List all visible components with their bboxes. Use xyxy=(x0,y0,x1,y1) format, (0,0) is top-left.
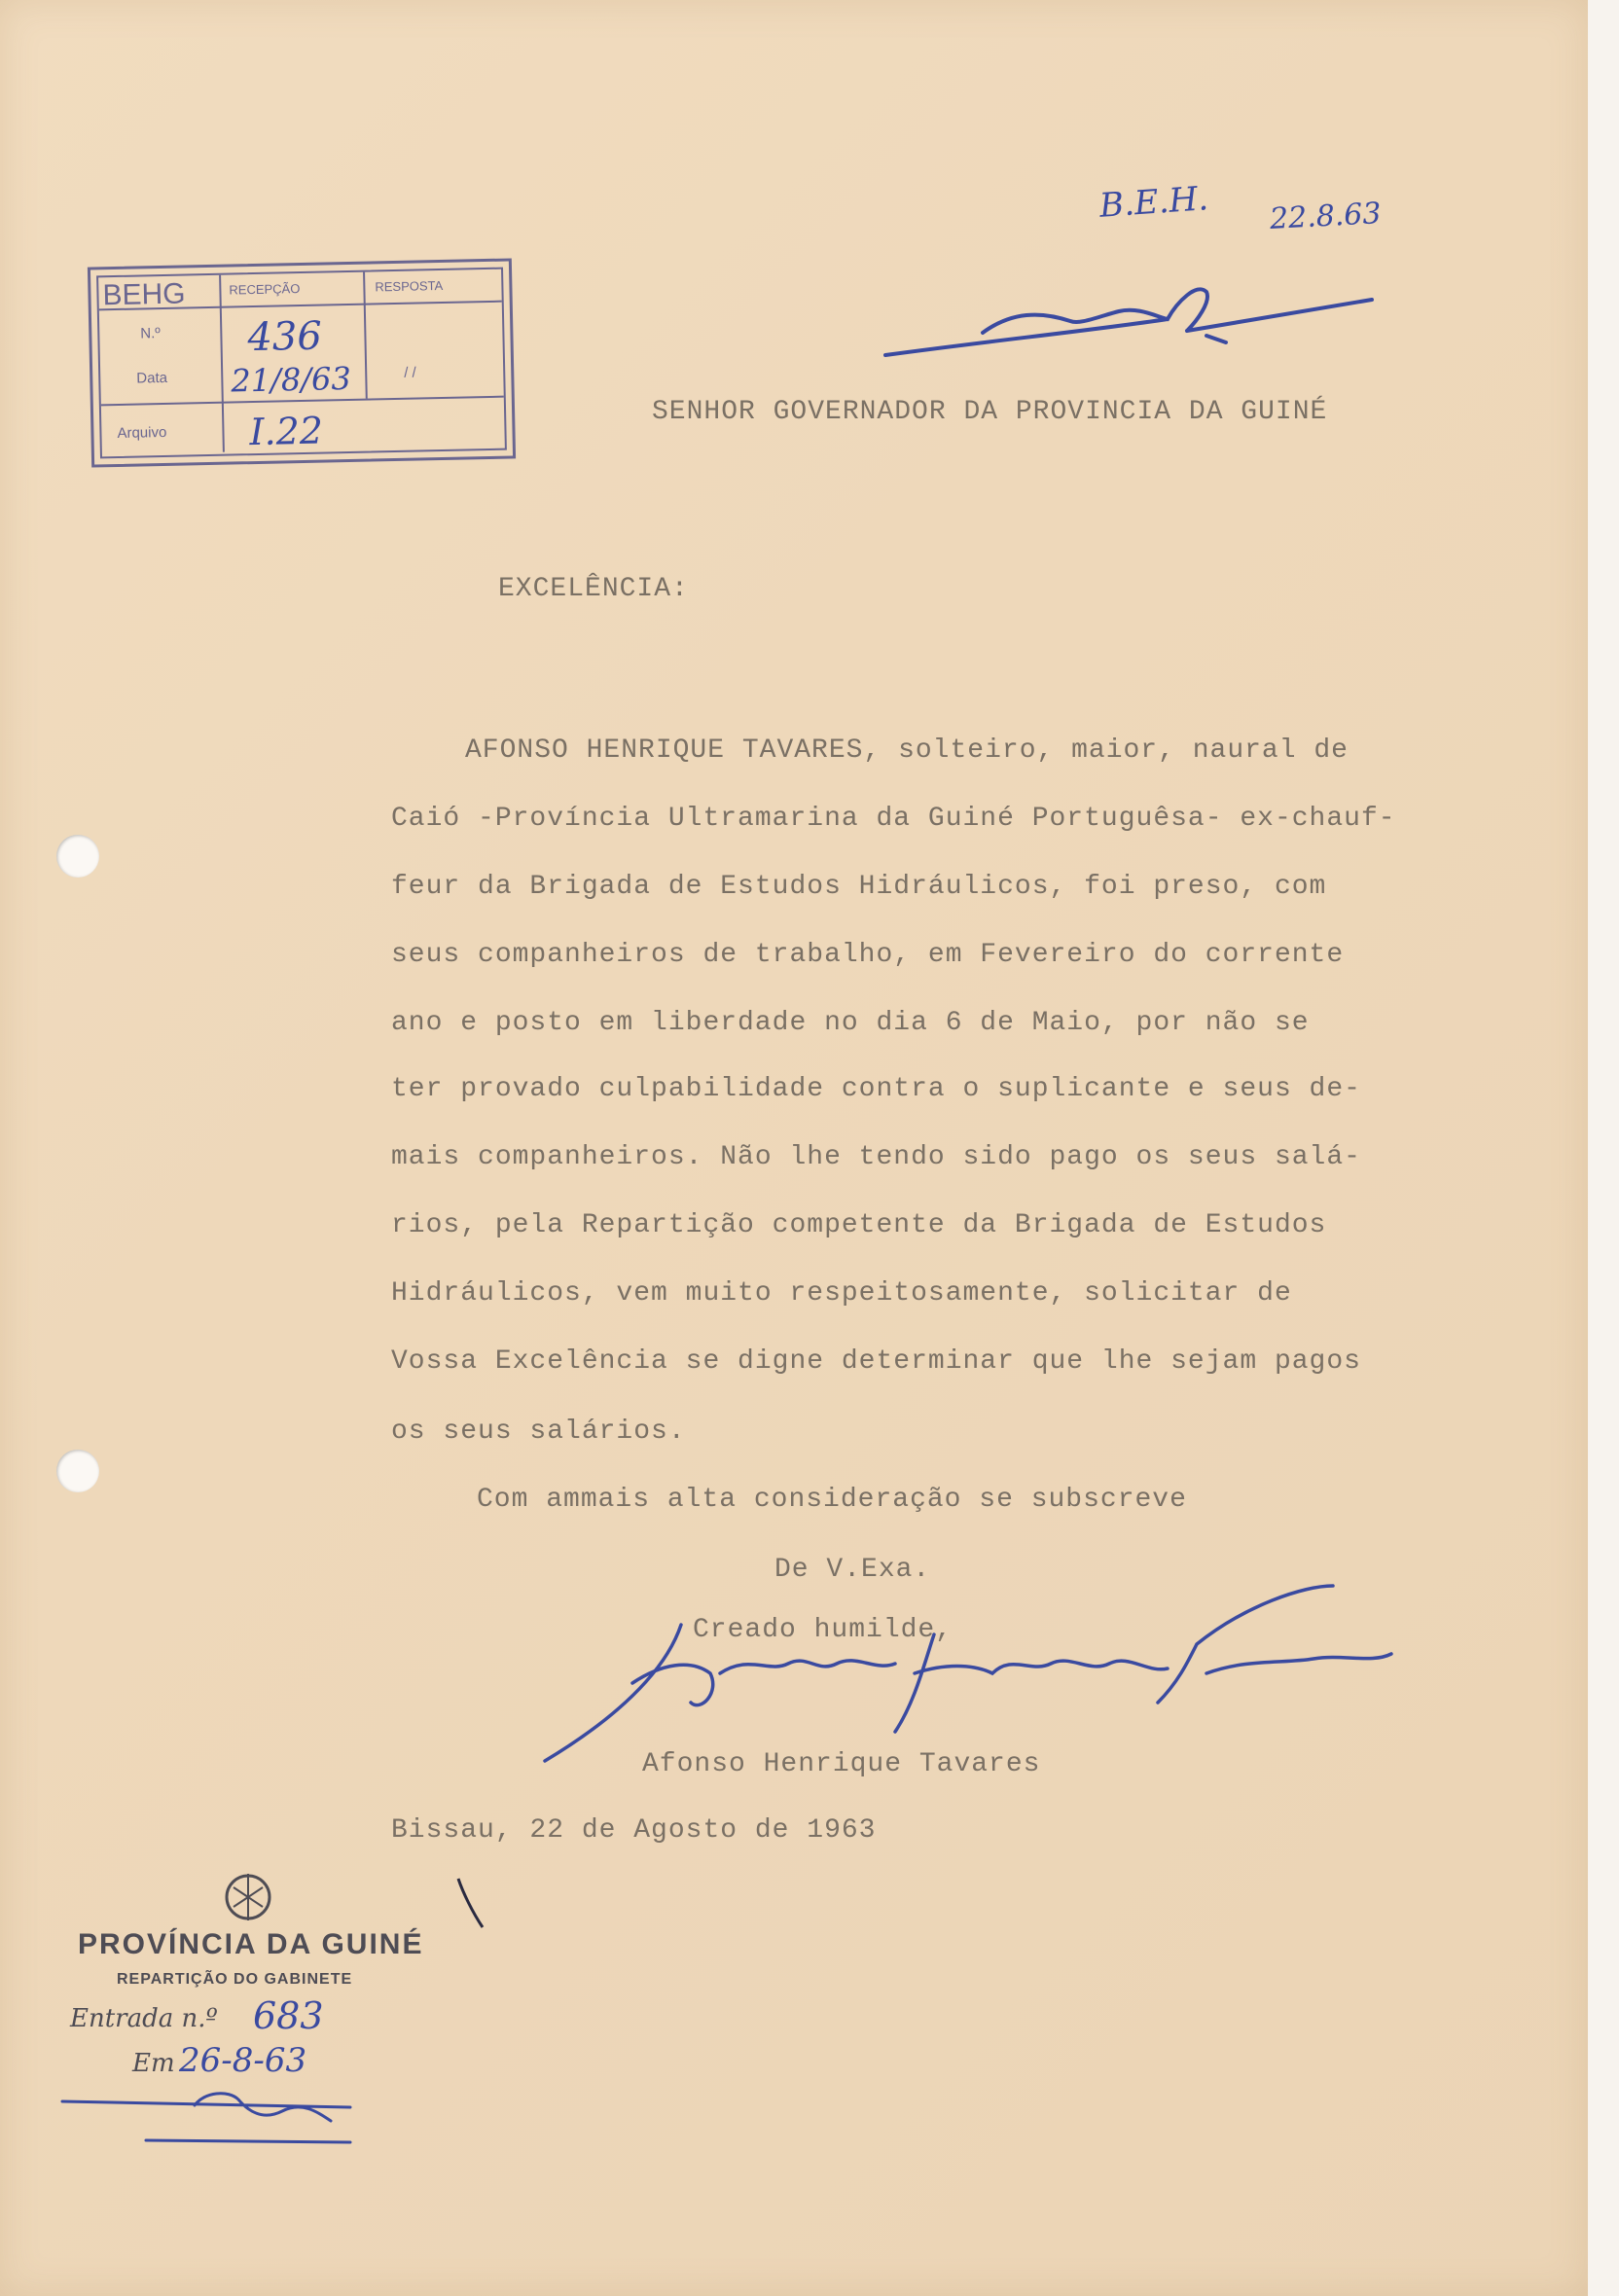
body-line: ter provado culpabilidade contra o suplicante e seus de- xyxy=(391,1074,1361,1104)
closing-line-2: De V.Exa. xyxy=(774,1555,931,1585)
salutation: EXCELÊNCIA: xyxy=(498,574,689,604)
stamp-archive-value: I.22 xyxy=(249,409,324,454)
body-line: feur da Brigada de Estudos Hidráulicos, foi preso, com xyxy=(391,872,1327,902)
scan-margin xyxy=(1588,0,1619,2296)
punch-hole xyxy=(56,1450,99,1492)
annotation-date: 22.8.63 xyxy=(1269,197,1383,236)
stamp-behg-title: BEHG xyxy=(102,277,186,312)
body-line: ano e posto em liberdade no dia 6 de Maio, por não se xyxy=(391,1008,1310,1038)
closing-line-3: Creado humilde, xyxy=(693,1615,953,1645)
behg-reception-stamp xyxy=(88,258,516,467)
stamp-prov-title: PROVÍNCIA DA GUINÉ xyxy=(78,1928,424,1960)
stamp-row-number: N.º xyxy=(140,325,161,342)
coat-of-arms-icon xyxy=(214,1868,282,1926)
provincia-entry-stamp xyxy=(58,1868,467,2160)
body-line: Caió -Província Ultramarina da Guiné Portuguêsa- ex-chauf- xyxy=(391,804,1396,834)
stamp-date-value-prov: 26-8-63 xyxy=(179,2041,307,2080)
body-line: AFONSO HENRIQUE TAVARES, solteiro, maior, naural de xyxy=(465,735,1349,766)
stamp-col-response: RESPOSTA xyxy=(375,277,444,295)
stamp-number-value: 436 xyxy=(246,313,323,361)
stamp-col-reception: RECEPÇÃO xyxy=(229,281,301,298)
body-line: os seus salários. xyxy=(391,1417,686,1447)
stamp-row-archive: Arquivo xyxy=(117,423,167,442)
body-line: seus companheiros de trabalho, em Fevereiro do corrente xyxy=(391,940,1345,970)
body-line: mais companheiros. Não lhe tendo sido pago os seus salá- xyxy=(391,1142,1361,1172)
annotation-beh: B.E.H. xyxy=(1097,179,1210,226)
stamp-response-date: / / xyxy=(404,364,416,381)
stamp-prov-subtitle: REPARTIÇÃO DO GABINETE xyxy=(117,1971,353,1988)
closing-line: Com ammais alta consideração se subscreve xyxy=(477,1485,1187,1515)
body-line: Hidráulicos, vem muito respeitosamente, solicitar de xyxy=(391,1278,1292,1309)
initials-signature xyxy=(876,263,1382,370)
place-and-date: Bissau, 22 de Agosto de 1963 xyxy=(391,1815,877,1846)
body-line: rios, pela Repartição competente da Brigada de Estudos xyxy=(391,1210,1327,1240)
stamp-date-value: 21/8/63 xyxy=(230,359,352,400)
stamp-row-date: Data xyxy=(136,369,168,387)
stamp-entry-value: 683 xyxy=(253,1994,324,2037)
handwritten-signature xyxy=(525,1566,1421,1780)
stamp-date-label: Em xyxy=(132,2049,175,2078)
stamp-signature xyxy=(58,2082,467,2150)
typed-signature-name: Afonso Henrique Tavares xyxy=(642,1749,1041,1779)
recipient-line: SENHOR GOVERNADOR DA PROVINCIA DA GUINÉ xyxy=(652,397,1328,427)
punch-hole xyxy=(56,835,99,878)
body-line: Vossa Excelência se digne determinar que lhe sejam pagos xyxy=(391,1346,1361,1377)
stamp-entry-label: Entrada n.º xyxy=(70,2004,218,2033)
